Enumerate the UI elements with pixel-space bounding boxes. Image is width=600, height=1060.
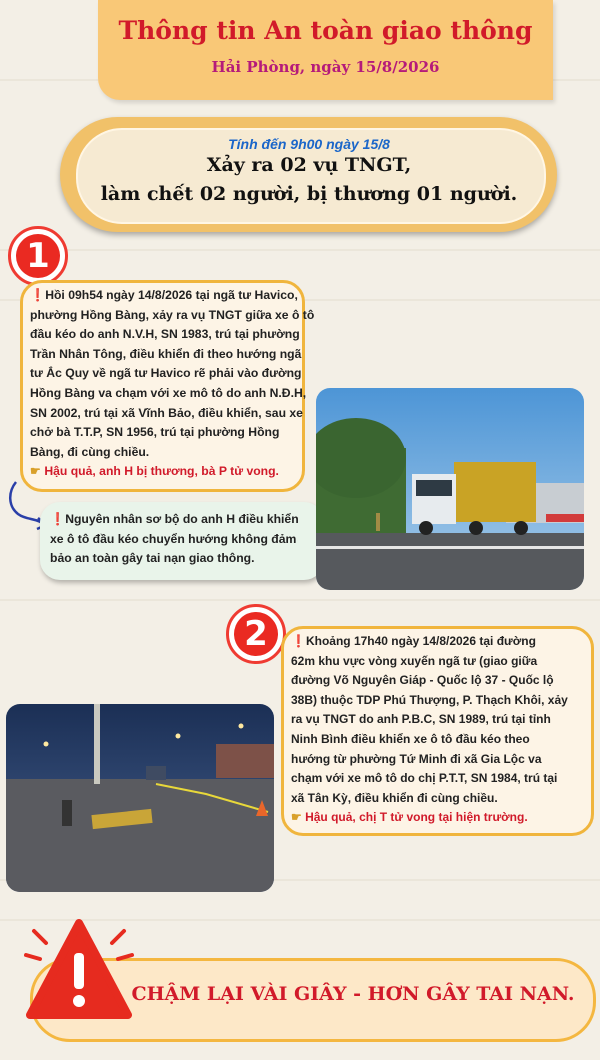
warning-triangle-icon (20, 915, 138, 1025)
cause-line: bảo an toàn gây tai nạn giao thông. (50, 551, 255, 566)
incident-2-line: Khoảng 17h40 ngày 14/8/2026 tại đường (305, 634, 536, 648)
incident-1-badge (8, 226, 68, 286)
incident-1-line: đầu kéo do anh N.V.H, SN 1983, trú tại phường (30, 327, 300, 342)
incident-2-line: xã Tân Kỳ, điều khiển đi cùng chiều. (291, 790, 498, 805)
summary-line-2: làm chết 02 người, bị thương 01 người. (100, 183, 518, 205)
accident-1-photo (316, 388, 584, 590)
incident-2-text (291, 632, 591, 828)
pointing-hand-icon: ☛ (30, 464, 45, 479)
incident-1-line: tư Ắc Quy về ngã tư Havico rẽ phải vào đường (30, 366, 302, 381)
incident-2-line: 62m khu vực vòng xuyến ngã tư (giao giữa (291, 653, 538, 668)
incident-1-line: Bàng, đi cùng chiều. (30, 444, 150, 459)
incident-1-text (30, 286, 315, 482)
incident-2-line: 38B) thuộc TDP Phú Thượng, P. Thạch Khôi, xảy (291, 692, 568, 707)
incident-2-line: hướng từ phường Tứ Minh đi xã Gia Lộc va (291, 751, 542, 766)
red-exclamation-icon: ❗ (50, 512, 66, 526)
incident-1-line: chở bà T.T.P, SN 1956, trú tại phường Hồng (30, 425, 280, 440)
pointing-hand-icon: ☛ (291, 810, 306, 825)
cause-line: Nguyên nhân sơ bộ do anh H điều khiển (65, 512, 299, 526)
incident-2-number: 2 (234, 612, 278, 656)
accident-2-photo (6, 704, 274, 892)
incident-1-line: phường Hồng Bàng, xảy ra vụ TNGT giữa xe ô tô (30, 307, 315, 322)
incident-2-line: ra vụ TNGT do anh P.B.C, SN 1989, trú tại tỉnh (291, 712, 551, 727)
slogan-text: CHẬM LẠI VÀI GIÂY - HƠN GÂY TAI NẠN. (131, 983, 575, 1005)
incident-1-consequence: Hậu quả, anh H bị thương, bà P tử vong. (44, 464, 279, 479)
incident-2-consequence: Hậu quả, chị T tử vong tại hiện trường. (305, 810, 528, 825)
incident-2-badge (226, 604, 286, 664)
incident-1-line: Trần Nhân Tông, điều khiển đi theo hướng ngã (30, 346, 302, 361)
incident-2-line: đường Võ Nguyên Giáp - Quốc lộ 37 - Quốc lộ (291, 673, 554, 688)
header-banner (98, 0, 553, 100)
summary-time: Tính đến 9h00 ngày 15/8 (228, 136, 390, 152)
incident-1-line: Hồng Bàng va chạm với xe mô tô do anh N.Đ.H, (30, 385, 307, 400)
incident-1-line: SN 2002, trú tại xã Vĩnh Bảo, điều khiển, sau xe (30, 405, 303, 420)
page-subtitle: Hải Phòng, ngày 15/8/2026 (211, 58, 440, 76)
page-title: Thông tin An toàn giao thông (118, 16, 533, 45)
incident-2-line: chạm với xe mô tô do chị P.T.T, SN 1984, trú tại (291, 771, 558, 786)
red-exclamation-icon: ❗ (291, 634, 306, 648)
incident-1-cause (50, 510, 322, 569)
incident-1-number: 1 (16, 234, 60, 278)
incident-2-line: Ninh Bình điều khiển xe ô tô đầu kéo theo (291, 731, 530, 746)
summary-line-1: Xảy ra 02 vụ TNGT, (206, 154, 412, 176)
cause-line: xe ô tô đầu kéo chuyển hướng không đảm (50, 531, 297, 546)
red-exclamation-icon: ❗ (30, 288, 46, 302)
incident-1-line: Hồi 09h54 ngày 14/8/2026 tại ngã tư Havico, (45, 288, 298, 302)
